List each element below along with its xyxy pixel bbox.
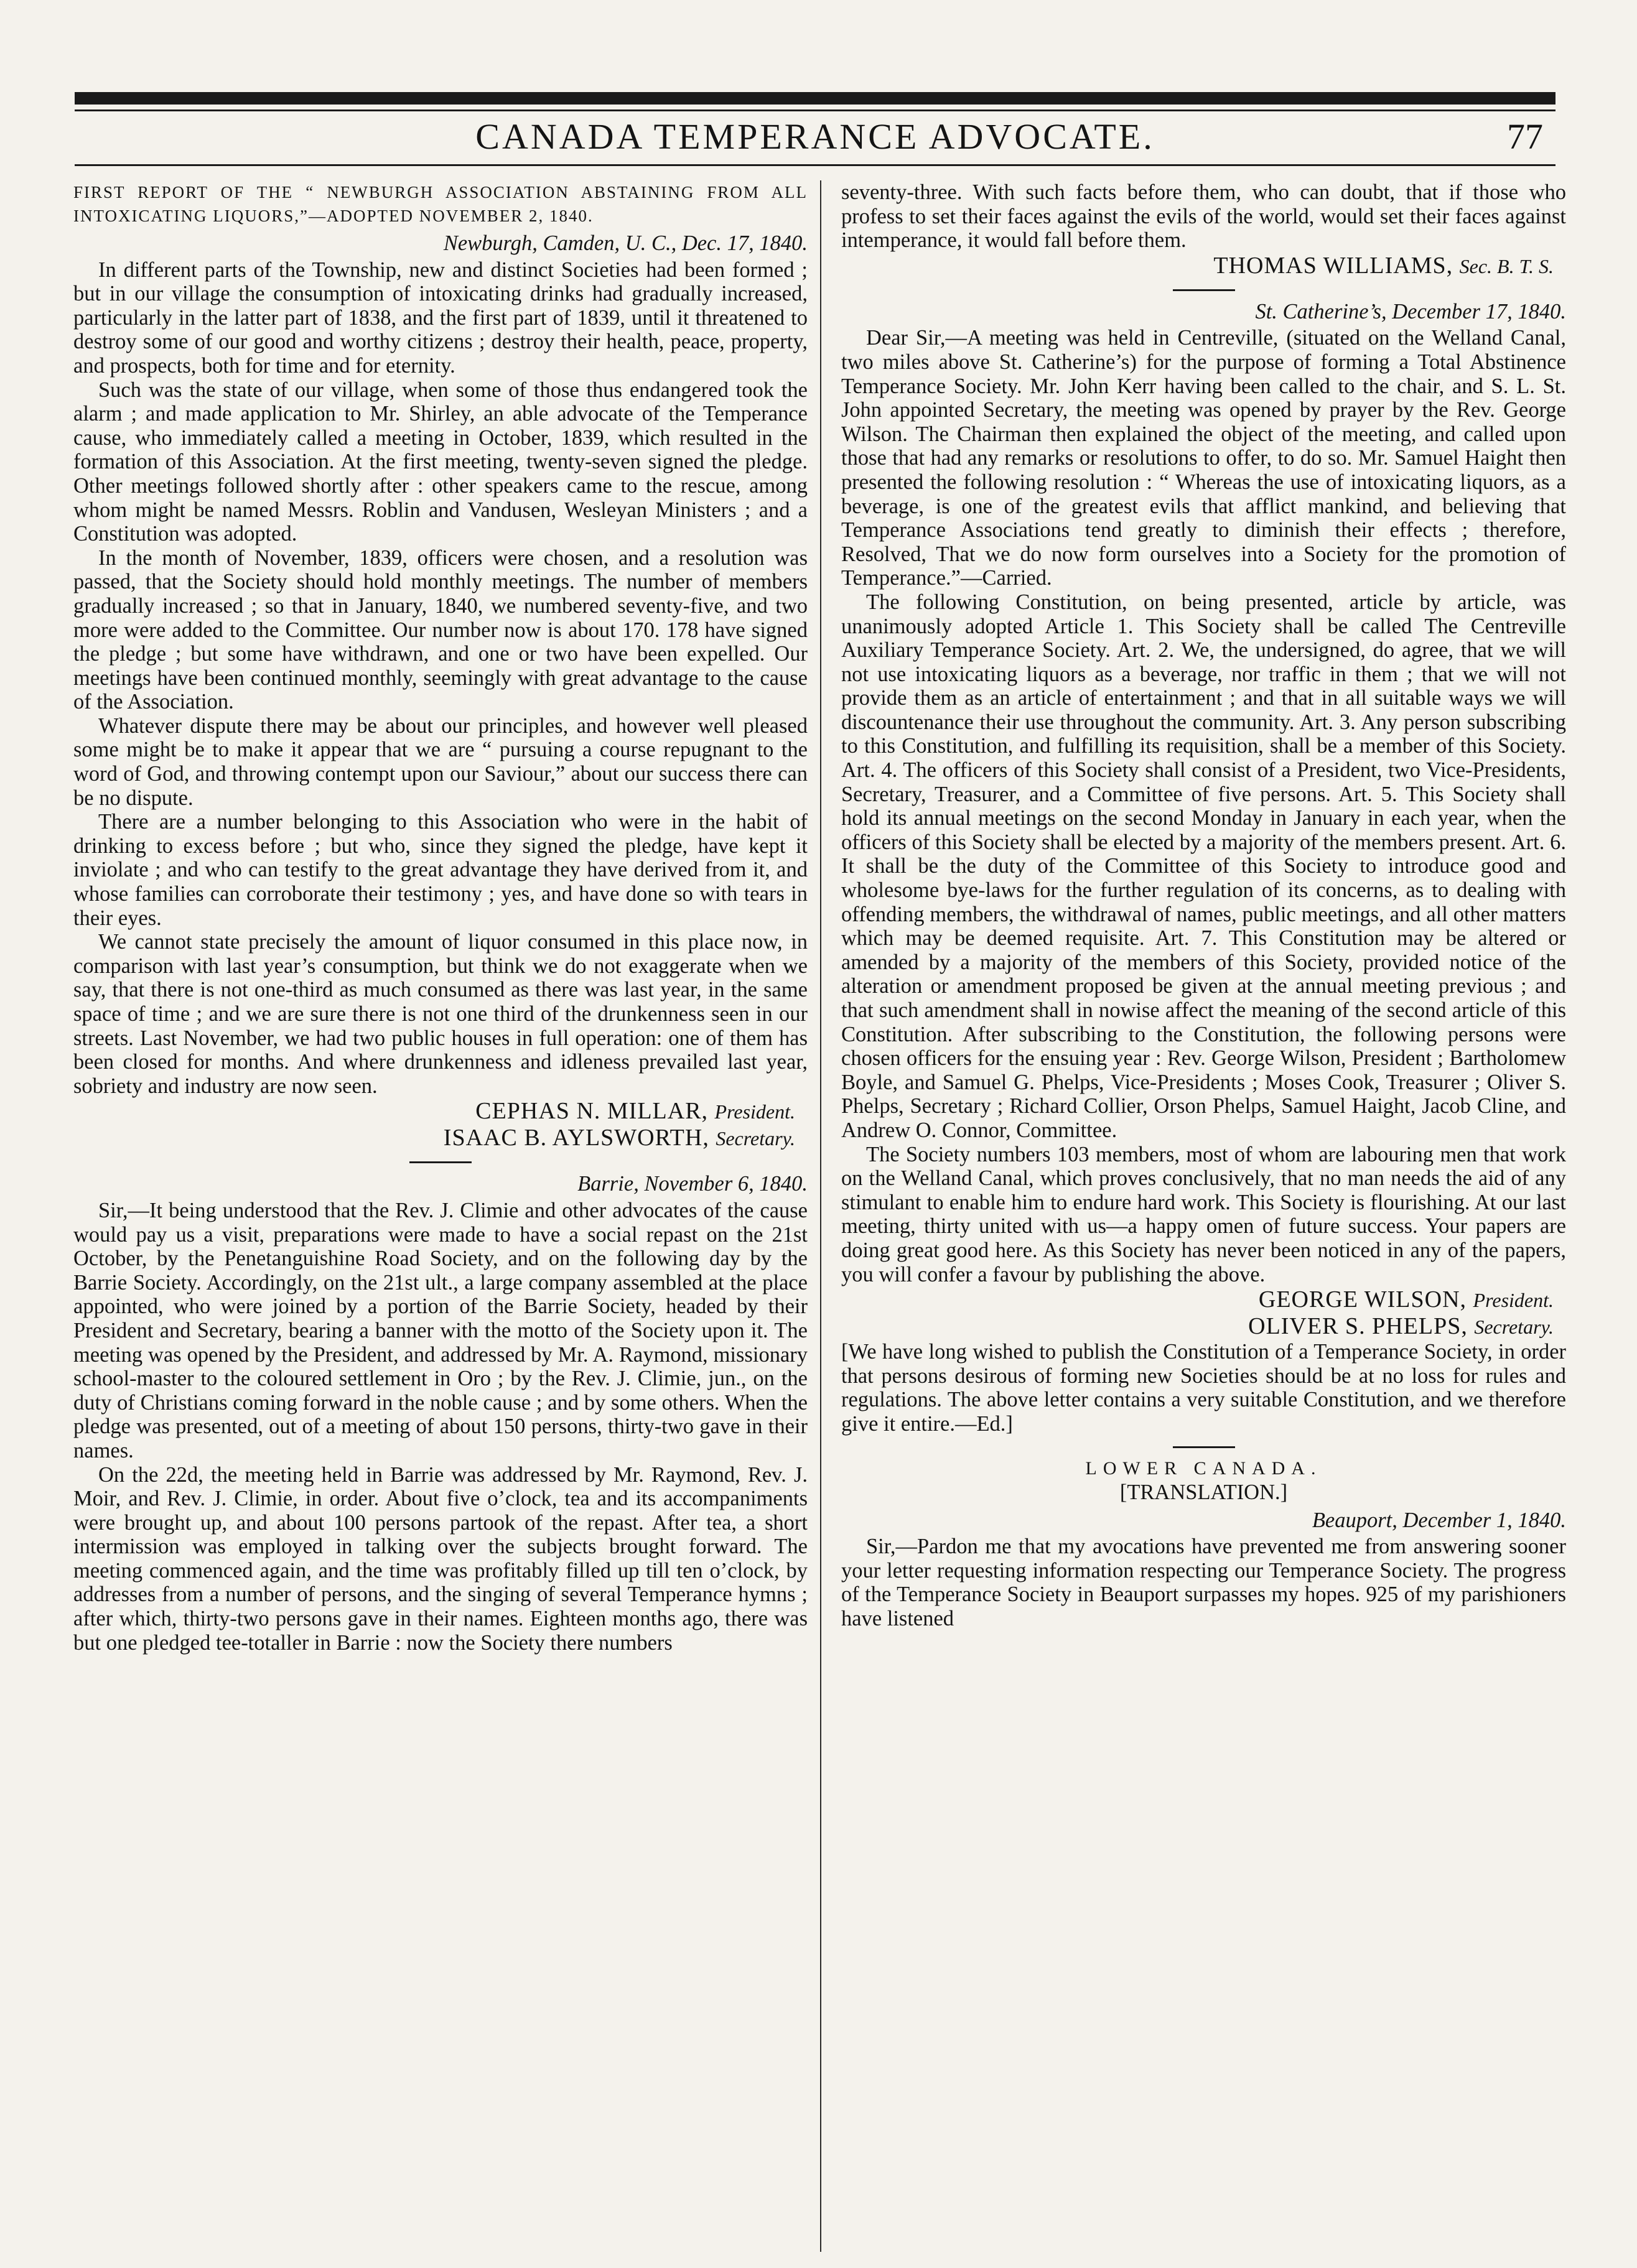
signature-title: Secretary. <box>1474 1316 1554 1339</box>
newburgh-paragraph-3: In the month of November, 1839, officers were chosen, and a resolution was passed, that the Society should hold monthly meetings. The number of members gradually increased ; so that in January, 1840, we numbered seventy-five, and two more were added to the Committee. Our number now is about 170. 178 have signed the pledge ; but some have withdrawn, and one or two have been expelled. Our meetings have been continued monthly, seemingly with great advantage to the cause of the Association. <box>73 546 808 714</box>
section-rule <box>1173 289 1235 291</box>
signature-name: CEPHAS N. MILLAR, <box>475 1098 709 1125</box>
newburgh-paragraph-4: Whatever dispute there may be about our principles, and however well pleased some might be to make it appear that we are “ pursuing a course repugnant to the word of God, and throwing contempt upon our Saviour,” about our success there can be no dispute. <box>73 713 808 810</box>
section-rule <box>1173 1446 1235 1448</box>
signature-name: OLIVER S. PHELPS, <box>1248 1313 1468 1340</box>
stcatherines-paragraph-1: Dear Sir,—A meeting was held in Centreville, (situated on the Welland Canal, two miles above St. Catherine’s) for the purpose of forming a Total Abstinence Temperance Society. Mr. John Kerr having been called to the chair, and S. L. St. John appointed Secretary, the meeting was opened by prayer by the Rev. George Wilson. The Chairman then explained the object of the meeting, and called upon those that had any remarks or resolutions to offer, to do so. Mr. Samuel Haight then presented the following resolution : “ Whereas the use of intoxicating liquors, as a beverage, is one of the greatest evils that afflict mankind, and believing that Temperance Associations tend greatly to diminish their effects ; therefore, Resolved, That we do now form ourselves into a Society for the promotion of Temperance.”—Carried. <box>841 326 1566 590</box>
signature-title: Secretary. <box>716 1127 795 1150</box>
newburgh-paragraph-5: There are a number belonging to this Association who were in the habit of drinking to excess before ; but who, since they signed the pledge, have kept it inviolate ; and who can testify to the great advantage they have derived from it, and whose families can corroborate their testimony ; yes, and have done so with tears in their eyes. <box>73 810 808 930</box>
signature-name: ISAAC B. AYLSWORTH, <box>443 1125 709 1151</box>
newburgh-paragraph-2: Such was the state of our village, when some of those thus endangered took the alarm ; and made application to Mr. Shirley, an able advocate of the Temperance cause, who immediately called a meeting in October, 1839, which resulted in the formation of this Association. At the first meeting, twenty-seven signed the pledge. Other meetings followed shortly after : other speakers came to the rescue, among whom might be named Messrs. Roblin and Vandusen, Wesleyan Ministers ; and a Constitution was adopted. <box>73 378 808 546</box>
signature-title: Sec. B. T. S. <box>1459 254 1554 277</box>
signature-president <box>841 1286 1566 1313</box>
page-number: 77 <box>1507 116 1543 157</box>
barrie-dateline: Barrie, November 6, 1840. <box>577 1172 808 1196</box>
signature-secretary <box>841 1313 1566 1340</box>
stcatherines-paragraph-3: The Society numbers 103 members, most of whom are labouring men that work on the Welland Canal, which proves conclusively, that no man needs the aid of any stimulant to enable him to endure hard work. This Society is flourishing. At our last meeting, thirty united with us—a happy omen of future success. Your papers are doing great good here. As this Society has never been noticed in any of the papers, you will confer a favour by publishing the above. <box>841 1142 1566 1286</box>
masthead <box>75 113 1555 163</box>
publication-title: CANADA TEMPERANCE ADVOCATE. <box>475 116 1155 157</box>
lower-canada-heading: LOWER CANADA. <box>1085 1457 1322 1479</box>
header-thin-rule <box>75 109 1555 111</box>
translation-label: [TRANSLATION.] <box>1119 1480 1288 1505</box>
section-rule <box>409 1161 472 1163</box>
signature-president <box>73 1098 808 1125</box>
newburgh-paragraph-6: We cannot state precisely the amount of liquor consumed in this place now, in comparison with last year’s consumption, but think we do not exaggerate when we say, that there is not one-third as much consumed as there was last year, in the same space of time ; and we are sure there is not one third of the drunkenness seen in our streets. Last November, we had two public houses in full operation: one of them has been closed for months. And where drunkenness and idleness prevailed last year, sobriety and industry are now seen. <box>73 930 808 1098</box>
left-column <box>73 180 808 1655</box>
barrie-paragraph-1: Sir,—It being understood that the Rev. J. Climie and other advocates of the cause would pay us a visit, preparations were made to have a social repast on the 21st October, by the Penetanguishine Road Society, and on the following day by the Barrie Society. Accordingly, on the 21st ult., a large company assembled at the place appointed, who were joined by a portion of the Barrie Society, headed by their President and Secretary, bearing a banner with the motto of the Society upon it. The meeting was opened by the President, and addressed by Mr. A. Raymond, missionary school-master to the coloured settlement in Oro ; by the Rev. J. Climie, jun., on the duty of Christians coming forward in the noble cause ; and by some others. When the pledge was presented, out of a meeting of about 150 persons, thirty-two gave in their names. <box>73 1198 808 1462</box>
barrie-paragraph-2: On the 22d, the meeting held in Barrie was addressed by Mr. Raymond, Rev. J. Moir, and Rev. J. Climie, in order. About five o’clock, tea and its accompaniments were brought up, and about 100 persons partook of the repast. After tea, a short intermission was employed in talking over the subjects brought forward. The meeting commenced again, and the time was profitably filled up till ten o’clock, by addresses from a number of persons, and the singing of several Temperance hymns ; after which, thirty-two persons gave in their names. Eighteen months ago, there was but one pledged tee-totaller in Barrie : now the Society there numbers <box>73 1462 808 1655</box>
signature-secretary <box>73 1125 808 1151</box>
header-thick-rule <box>75 92 1555 105</box>
newburgh-dateline: Newburgh, Camden, U. C., Dec. 17, 1840. <box>443 231 808 255</box>
signature-title: President. <box>714 1100 795 1123</box>
newburgh-report-heading: FIRST REPORT OF THE “ NEWBURGH ASSOCIATION ABSTAINING FROM ALL INTOXICATING LIQUORS,”—ADOPTED NOVEMBER 2, 1840. <box>73 183 808 225</box>
stcatherines-dateline: St. Catherine’s, December 17, 1840. <box>1255 299 1566 323</box>
signature-name: GEORGE WILSON, <box>1258 1286 1467 1313</box>
masthead-rule <box>75 164 1555 166</box>
newburgh-paragraph-1: In different parts of the Township, new and distinct Societies had been formed ; but in our village the consumption of intoxicating drinks had gradually increased, particularly in the latter part of 1838, and the first part of 1839, until it threatened to destroy some of our good and worthy citizens ; destroy their health, peace, property, and prospects, both for time and for eternity. <box>73 258 808 378</box>
column-divider <box>820 180 821 2252</box>
right-column <box>841 180 1566 1631</box>
stcatherines-paragraph-2: The following Constitution, on being presented, article by article, was unanimously adopted Article 1. This Society shall be called The Centreville Auxiliary Temperance Society. Art. 2. We, the undersigned, do agree, that we will not use intoxicating liquors as a beverage, nor traffic in them ; that we will not provide them as an article of entertainment ; and that in all suitable ways we will discountenance their use throughout the community. Art. 3. Any person subscribing to this Constitution, and fulfilling its requisition, shall be a member of this Society. Art. 4. The officers of this Society shall consist of a President, two Vice-Presidents, Secretary, Treasurer, and a Committee of five persons. Art. 5. This Society shall hold its annual meetings on the second Monday in January in each year, when the officers of this Society shall be elected by a majority of the members present. Art. 6. It shall be the duty of the Committee of this Society to introduce good and wholesome bye-laws for the further regulation of its concerns, as to dealing with offending members, the withdrawal of names, public meetings, and all other matters which may be deemed requisite. Art. 7. This Constitution may be altered or amended by a majority of the members of this Society, provided notice of the alteration or amendment proposed be given at the annual meeting previous ; and that such amendment shall in nowise affect the meaning of the second article of this Constitution. After subscribing to the Constitution, the following persons were chosen officers for the ensuing year : Rev. George Wilson, President ; Bartholomew Boyle, and Samuel G. Phelps, Vice-Presidents ; Moses Cook, Treasurer ; Oliver S. Phelps, Secretary ; Richard Collier, Orson Phelps, Samuel Haight, Jacob Cline, and Andrew O. Connor, Committee. <box>841 590 1566 1142</box>
beauport-paragraph-1: Sir,—Pardon me that my avocations have prevented me from answering sooner your letter requesting information respecting our Temperance Society. The progress of the Temperance Society in Beauport surpasses my hopes. 925 of my parishioners have listened <box>841 1535 1566 1631</box>
beauport-dateline: Beauport, December 1, 1840. <box>1312 1508 1566 1532</box>
signature-title: President. <box>1473 1289 1554 1312</box>
barrie-continuation: seventy-three. With such facts before them, who can doubt, that if those who profess to set their faces against the evils of the world, would set their faces against intemperance, it would fall before them. <box>841 180 1566 253</box>
signature-name: THOMAS WILLIAMS, <box>1213 252 1453 279</box>
signature-barrie-secretary <box>841 253 1566 279</box>
editor-note: [We have long wished to publish the Constitution of a Temperance Society, in order that persons desirous of forming new Societies should be at no loss for rules and regulations. The above letter contains a very suitable Constitution, and we therefore give it entire.—Ed.] <box>841 1340 1566 1436</box>
